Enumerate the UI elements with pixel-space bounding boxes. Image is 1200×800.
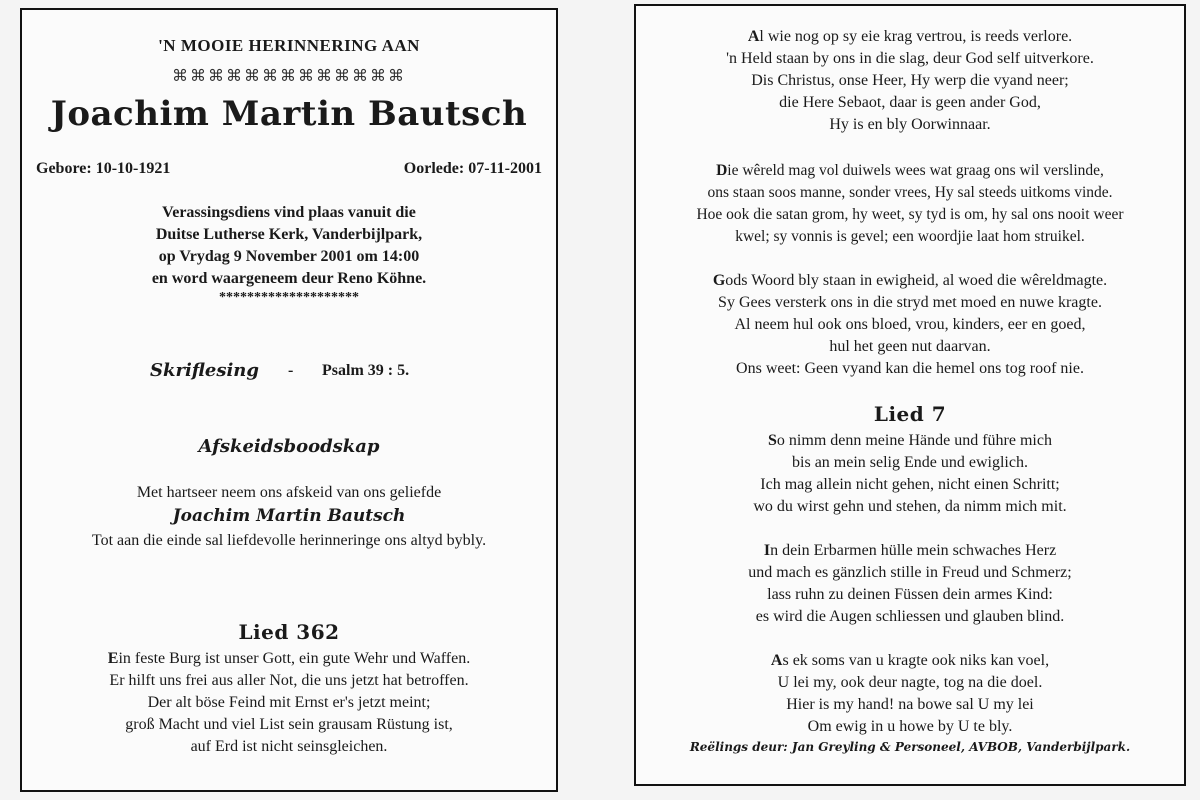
stanza-4-line-3: Ich mag allein nicht gehen, nicht einen Schritt; — [760, 476, 1060, 493]
service-line-4: en word waargeneem deur Reno Köhne. — [151, 270, 427, 287]
stanza-5-line-4: es wird die Augen schliessen und glauben blind. — [755, 608, 1065, 625]
stanza-2-line-3: Hoe ook die satan grom, hy weet, sy tyd is om, hy sal ons nooit weer — [696, 206, 1124, 223]
death-date: Oorlede: 07-11-2001 — [403, 160, 542, 177]
stanza-1-line-1: Al wie nog op sy eie krag vertrou, is reeds verlore. — [747, 28, 1073, 45]
stanza-1-line-2: 'n Held staan by ons in die slag, deur God self uitverkore. — [726, 50, 1094, 67]
stanza-3-line-5: Ons weet: Geen vyand kan die hemel ons tog roof nie. — [736, 360, 1084, 377]
hymn-362-line-1: Ein feste Burg ist unser Gott, ein gute Wehr und Waffen. — [107, 650, 471, 667]
reading-dash: - — [288, 362, 294, 379]
hymn-362-line-2: Er hilft uns frei aus aller Not, die uns jetzt hat betroffen. — [109, 672, 469, 689]
stanza-6-line-1: As ek soms van u kragte ook niks kan voel, — [770, 652, 1050, 669]
stanza-5-line-3: lass ruhn zu deinen Füssen dein armes Kind: — [767, 586, 1053, 603]
stanza-6-line-2: U lei my, ook deur nagte, tog na die doel. — [777, 674, 1043, 691]
hymn-362-line-5: auf Erd ist nicht seinsgleichen. — [190, 738, 388, 755]
service-line-1: Verassingsdiens vind plaas vanuit die — [162, 204, 416, 221]
reading-label: Skriflesing — [150, 360, 259, 381]
stanza-1-line-3: Dis Christus, onse Heer, Hy werp die vyand neer; — [751, 72, 1069, 89]
stanza-1-line-4: die Here Sebaot, daar is geen ander God, — [779, 94, 1041, 111]
farewell-name: Joachim Martin Bautsch — [172, 506, 406, 526]
stanza-2-line-1: Die wêreld mag vol duiwels wees wat graag ons wil verslinde, — [716, 162, 1104, 179]
stanza-2-line-2: ons staan soos manne, sonder vrees, Hy sal steeds uitkoms vinde. — [707, 184, 1113, 201]
stanza-6-line-4: Om ewig in u howe by U te bly. — [807, 718, 1013, 735]
stanza-4-line-2: bis an mein selig Ende und ewiglich. — [792, 454, 1028, 471]
farewell-title: Afskeidsboodskap — [198, 436, 380, 457]
stars-divider: ******************** — [219, 290, 359, 305]
stanza-3-line-4: hul het geen nut daarvan. — [829, 338, 991, 355]
hymn-362-title: Lied 362 — [238, 620, 340, 644]
left-card-panel — [20, 8, 558, 792]
arrangements-footer: Reëlings deur: Jan Greyling & Personeel, AVBOB, Vanderbijlpark. — [689, 740, 1131, 754]
memorial-heading: 'N MOOIE HERINNERING AAN — [158, 36, 420, 55]
birth-date: Gebore: 10-10-1921 — [36, 160, 171, 177]
stanza-4-line-4: wo du wirst gehn und stehen, da nimm mich mit. — [753, 498, 1067, 515]
farewell-line-2: Tot aan die einde sal liefdevolle herinneringe ons altyd bybly. — [91, 532, 487, 549]
hymn-362-line-4: groß Macht und viel List sein grausam Rüstung ist, — [125, 716, 453, 733]
stanza-6-line-3: Hier is my hand! na bowe sal U my lei — [786, 696, 1034, 713]
stanza-5-line-1: In dein Erbarmen hülle mein schwaches Herz — [763, 542, 1057, 559]
stanza-1-line-5: Hy is en bly Oorwinnaar. — [829, 116, 991, 133]
hymn-7-title: Lied 7 — [873, 402, 947, 426]
service-line-3: op Vrydag 9 November 2001 om 14:00 — [158, 248, 420, 265]
stanza-3-line-1: Gods Woord bly staan in ewigheid, al woed die wêreldmagte. — [712, 272, 1108, 289]
stanza-5-line-2: und mach es gänzlich stille in Freud und Schmerz; — [748, 564, 1072, 581]
farewell-line-1: Met hartseer neem ons afskeid van ons geliefde — [136, 484, 442, 501]
stanza-3-line-2: Sy Gees versterk ons in die stryd met moed en nuwe kragte. — [718, 294, 1102, 311]
stanza-3-line-3: Al neem hul ook ons bloed, vrou, kinders, eer en goed, — [734, 316, 1086, 333]
reading-reference: Psalm 39 : 5. — [322, 362, 410, 379]
service-line-2: Duitse Lutherse Kerk, Vanderbijlpark, — [155, 226, 423, 243]
hymn-362-line-3: Der alt böse Feind mit Ernst er's jetzt meint; — [147, 694, 431, 711]
ornament-divider: ⌘⌘⌘⌘⌘⌘⌘⌘⌘⌘⌘⌘⌘ — [172, 68, 406, 85]
deceased-name: Joachim Martin Bautsch — [50, 94, 528, 134]
right-card-panel — [634, 4, 1186, 786]
stanza-4-line-1: So nimm denn meine Hände und führe mich — [768, 432, 1052, 449]
stanza-2-line-4: kwel; sy vonnis is gevel; een woordjie laat hom struikel. — [735, 228, 1085, 245]
